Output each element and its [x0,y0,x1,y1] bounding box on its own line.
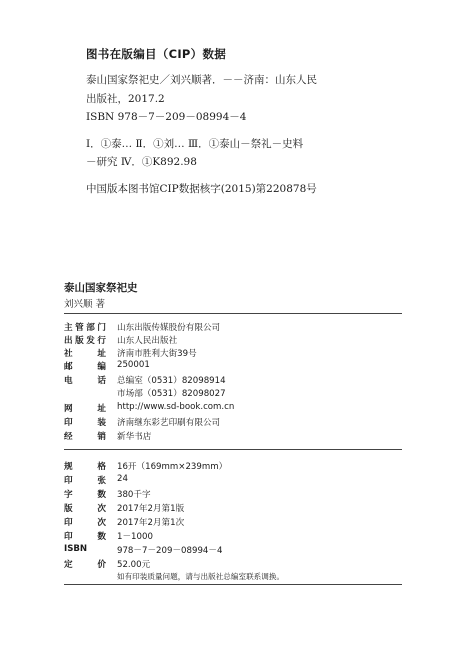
info-value: 济南市胜利大街39号 [117,349,197,359]
cip-line-classification-cont: －研究 Ⅳ．①K892.98 [86,156,197,168]
info-label: 印装 [64,418,106,428]
spec-value: 2017年2月第1次 [117,518,185,528]
cip-line-publisher: 出版社，2017.2 [86,93,165,105]
spec-label: 印次 [64,518,106,528]
cip-line-title: 泰山国家祭祀史／刘兴顺著．－－济南：山东人民 [86,74,317,86]
spec-label: ISBN [64,544,88,554]
info-value: 250001 [117,360,150,370]
quality-notice: 如有印装质量问题，请与出版社总编室联系调换。 [117,572,285,581]
info-value: http://www.sd-book.com.cn [117,402,235,412]
info-value: 市场部（0531）82098027 [117,389,226,399]
spec-value: 2017年2月第1版 [117,504,185,514]
info-label: 主管部门 [64,323,106,333]
info-value: 新华书店 [117,432,152,442]
cip-header: 图书在版编目（CIP）数据 [86,47,227,61]
spec-value: 16开（169mm×239mm） [117,462,228,472]
info-value: 总编室（0531）82098914 [117,376,226,386]
info-label: 经销 [64,432,106,442]
spec-value: 978－7－209－08994－4 [117,546,223,556]
spec-label: 字数 [64,490,106,500]
info-label: 社址 [64,349,106,359]
info-label: 出版发行 [64,336,106,346]
divider-bottom [64,584,402,585]
spec-value: 1－1000 [117,532,153,542]
spec-label: 规格 [64,462,106,472]
divider-middle [64,449,402,450]
spec-value: 380千字 [117,490,151,500]
info-label: 网址 [64,404,106,414]
cip-line-classification: Ⅰ．①泰… Ⅱ．①刘… Ⅲ．①泰山－祭礼－史料 [86,138,304,150]
cip-line-record-number: 中国版本图书馆CIP数据核字(2015)第220878号 [86,183,317,195]
divider-top [64,313,402,314]
info-label: 邮编 [64,362,106,372]
spec-label: 印数 [64,532,106,542]
spec-label: 印张 [64,476,106,486]
spec-value: 24 [117,474,128,484]
spec-label: 定价 [64,560,106,570]
info-value: 山东人民出版社 [117,336,178,346]
book-author: 刘兴顺 著 [64,299,106,310]
spec-value: 52.00元 [117,560,151,570]
spec-label: 版次 [64,504,106,514]
cip-line-isbn: ISBN 978－7－209－08994－4 [86,111,247,123]
info-value: 山东出版传媒股份有限公司 [117,323,221,333]
info-value: 济南继东彩艺印刷有限公司 [117,418,221,428]
book-title: 泰山国家祭祀史 [64,282,138,294]
info-label: 电话 [64,376,106,386]
